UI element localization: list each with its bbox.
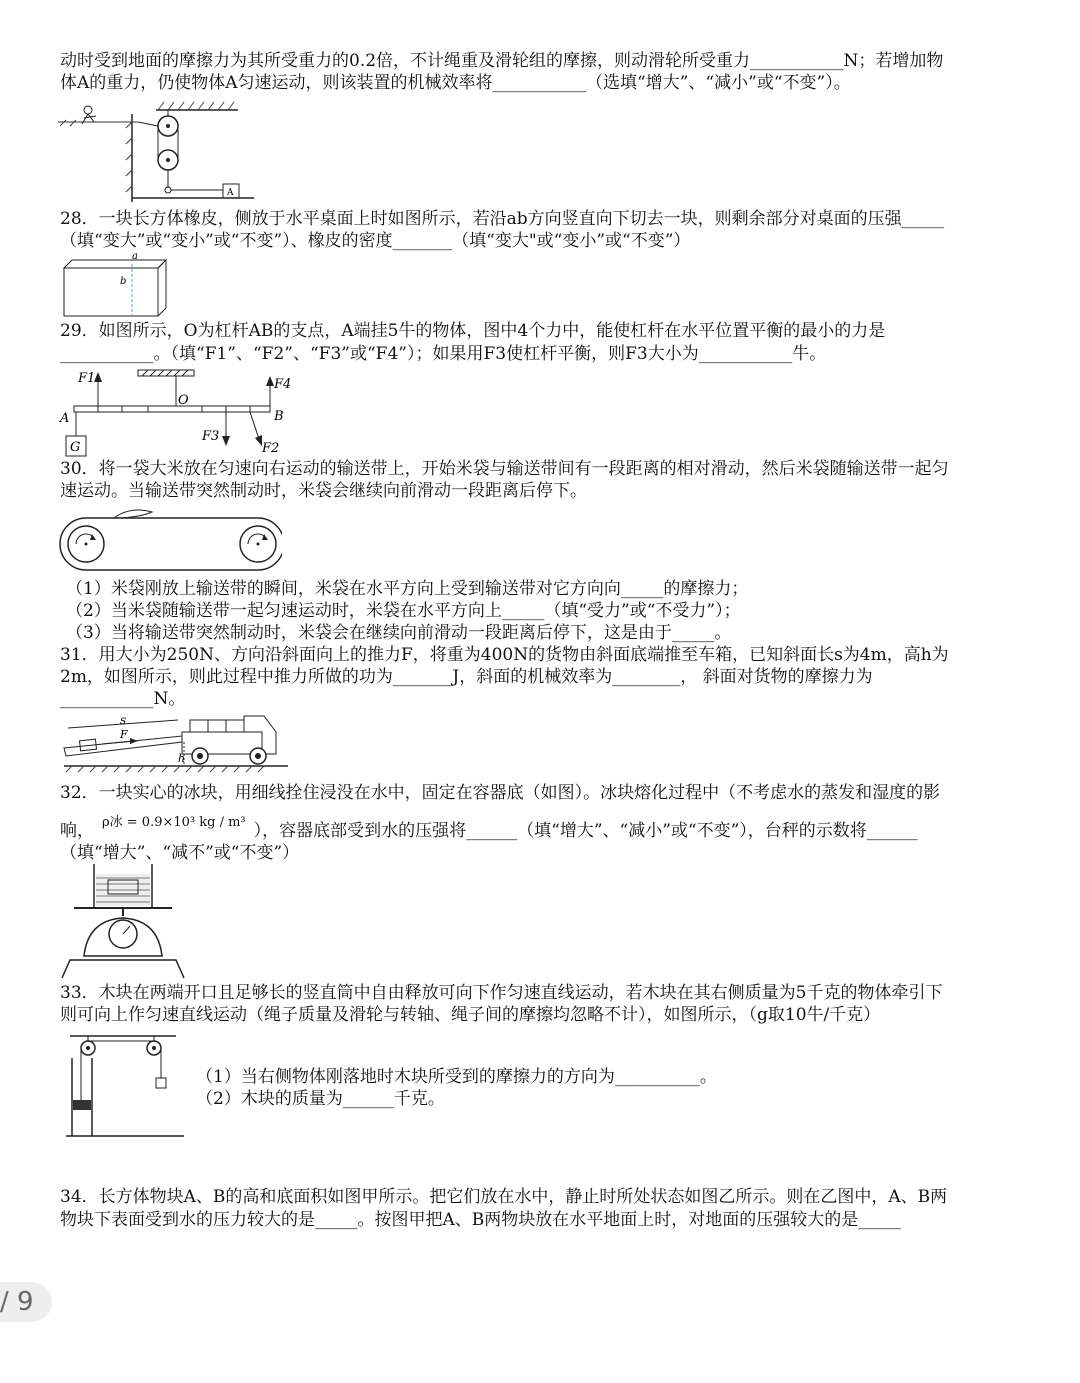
q31-line3: ___________N。 — [60, 689, 186, 709]
q31-line2: 2m，如图所示，则此过程中推力所做的功为_______J，斜面的机械效率为________， 斜面对货物的摩擦力为 — [60, 667, 873, 687]
q32-line2-pre: 响， — [60, 821, 94, 841]
q30-line2: 速运动。当输送带突然制动时，米袋会继续向前滑动一段距离后停下。 — [60, 481, 587, 501]
label-b: B — [274, 409, 284, 424]
q33-line1: 33．木块在两端开口且足够长的竖直筒中自由释放可向下作匀速直线运动，若木块在其右侧质量为5千克的物体牵引下 — [60, 983, 943, 1003]
label-f4: F4 — [274, 377, 292, 392]
q32-line3: （填“增大”、“减不”或“不变”） — [60, 843, 300, 863]
q27-line2: 体A的重力，仍使物体A匀速运动，则该装置的机械效率将___________（选填“增大”、“减小”或“不变”）。 — [60, 73, 851, 93]
q28-line2: （填“变大”或“变小”或“不变”）、橡皮的密度_______（填“变大"或“变小”或“不变”） — [60, 231, 691, 251]
q27-line1: 动时受到地面的摩擦力为其所受重力的0.2倍，不计绳重及滑轮组的摩擦，则动滑轮所受重力___________N；若增加物 — [60, 51, 944, 71]
label-f: F — [120, 728, 128, 741]
q33-sub1: （1）当右侧物体刚落地时木块所受到的摩擦力的方向为__________。 — [196, 1067, 717, 1087]
label-f1: F1 — [78, 371, 96, 386]
q34-line2: 物块下表面受到水的压力较大的是_____。按图甲把A、B两物块放在水平地面上时，对地面的压强较大的是_____ — [60, 1210, 901, 1230]
q30-line1: 30．将一袋大米放在匀速向右运动的输送带上，开始米袋与输送带间有一段距离的相对滑动，然后米袋随输送带一起匀 — [60, 459, 949, 479]
label-o: O — [178, 393, 189, 408]
scale-container-figure — [58, 860, 188, 980]
page-indicator: / 9 — [0, 1282, 52, 1322]
label-g: G — [70, 440, 81, 455]
label-f3: F3 — [202, 429, 220, 444]
lever-figure — [58, 366, 298, 458]
q30-sub3: （3）当将输送带突然制动时，米袋会在继续向前滑动一段距离后停下，这是由于_____。 — [66, 623, 732, 643]
conveyor-belt-figure — [58, 504, 282, 576]
label-s: s — [120, 713, 127, 727]
q30-sub2: （2）当米袋随输送带一起匀速运动时，米袋在水平方向上_____（填“受力”或“不受力”）； — [66, 601, 741, 621]
incline-truck-figure — [58, 710, 288, 774]
q32-line2 — [60, 815, 918, 844]
label-b: b — [120, 276, 127, 287]
label-h: h — [178, 752, 186, 765]
label-f2: F2 — [262, 441, 280, 456]
pulley-system-figure — [58, 98, 258, 208]
q29-line2: ___________。（填“F1”、“F2”、“F3”或“F4”）；如果用F3使杠杆平衡，则F3大小为___________牛。 — [60, 344, 827, 364]
q33-sub2: （2）木块的质量为______千克。 — [196, 1089, 445, 1109]
eraser-figure — [58, 250, 178, 322]
q31-line1: 31．用大小为250N、方向沿斜面向上的推力F，将重为400N的货物由斜面底端推至车箱，已知斜面长s为4m，高h为 — [60, 645, 949, 665]
q33-line2: 则可向上作匀速直线运动（绳子质量及滑轮与转轴、绳子间的摩擦均忽略不计），如图所示，（g取10牛/千克） — [60, 1005, 881, 1025]
label-a: a — [132, 251, 138, 262]
q32-line1: 32．一块实心的冰块，用细线拴住浸没在水中，固定在容器底（如图）。冰块熔化过程中（不考虑水的蒸发和湿度的影 — [60, 783, 941, 803]
label-a: A — [60, 411, 70, 426]
q28-line1: 28．一块长方体橡皮，侧放于水平桌面上时如图所示，若沿ab方向竖直向下切去一块，则剩余部分对桌面的压强_____ — [60, 209, 945, 229]
q30-sub1: （1）米袋刚放上输送带的瞬间，米袋在水平方向上受到输送带对它方向向_____的摩擦力； — [66, 579, 749, 599]
ice-density-formula: ρ冰 = 0.9×10³ kg / m³ — [102, 815, 246, 830]
tube-pulley-figure — [62, 1028, 188, 1140]
q34-line1: 34．长方体物块A、B的高和底面积如图甲所示。把它们放在水中，静止时所处状态如图乙所示。则在乙图中，A、B两 — [60, 1187, 948, 1207]
q32-line2-post: ），容器底部受到水的压强将______（填“增大”、“减小”或“不变”），台秤的示数将______ — [253, 821, 918, 841]
block-a-label: A — [227, 188, 234, 198]
q29-line1: 29．如图所示，O为杠杆AB的支点，A端挂5牛的物体，图中4个力中，能使杠杆在水平位置平衡的最小的力是 — [60, 321, 886, 341]
